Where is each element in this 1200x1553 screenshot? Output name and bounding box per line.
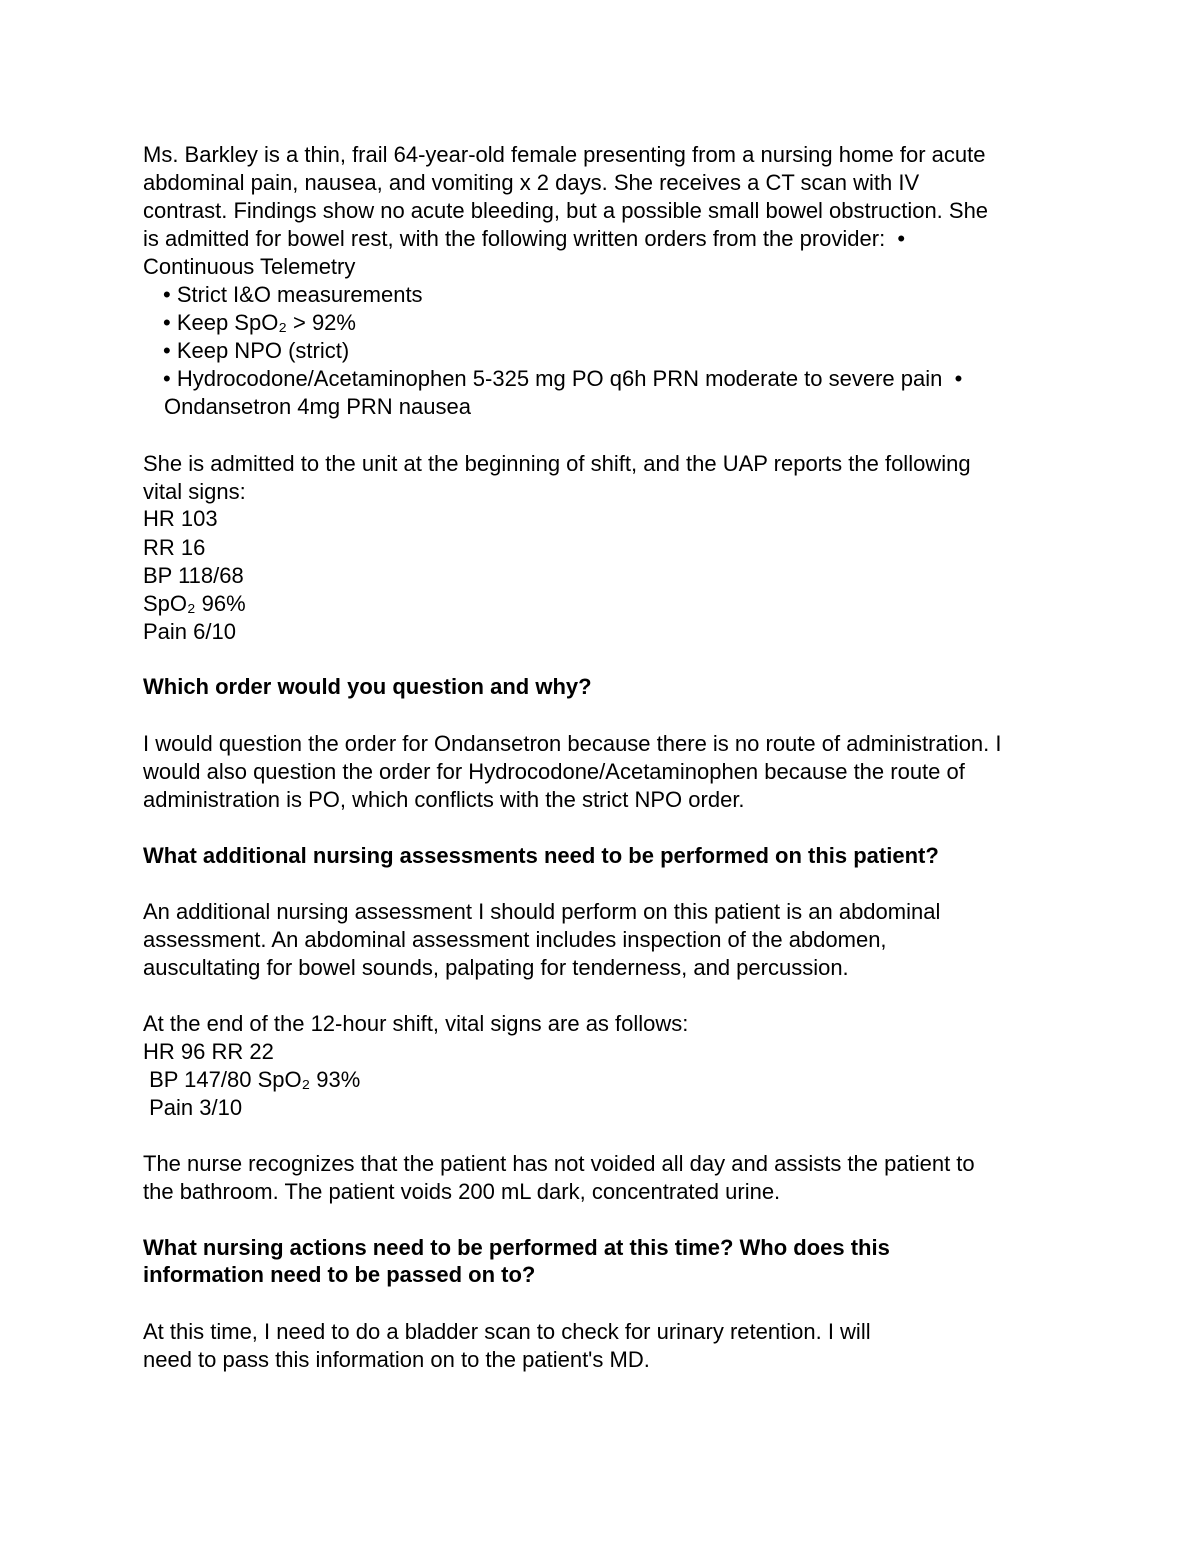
order-item: • Hydrocodone/Acetaminophen 5-325 mg PO q6h PRN moderate to severe pain • — [163, 366, 963, 391]
answer-line: At this time, I need to do a bladder scan to check for urinary retention. I will — [143, 1319, 871, 1344]
intro-line: Ms. Barkley is a thin, frail 64-year-old female presenting from a nursing home for acute — [143, 142, 986, 167]
vital-sign: Pain 6/10 — [143, 619, 236, 644]
voiding-line: the bathroom. The patient voids 200 mL dark, concentrated urine. — [143, 1179, 781, 1204]
end-shift-intro: At the end of the 12-hour shift, vital signs are as follows: — [143, 1011, 689, 1036]
answer-line: An additional nursing assessment I should perform on this patient is an abdominal — [143, 899, 941, 924]
answer-line: auscultating for bowel sounds, palpating for tenderness, and percussion. — [143, 955, 849, 980]
vital-sign: HR 96 RR 22 — [143, 1039, 274, 1064]
intro-line: is admitted for bowel rest, with the following written orders from the provider: • — [143, 226, 906, 251]
question-heading: What additional nursing assessments need to be performed on this patient? — [143, 843, 939, 868]
answer-line: would also question the order for Hydrocodone/Acetaminophen because the route of — [143, 759, 965, 784]
order-item: • Keep SpO₂ > 92% — [163, 310, 356, 335]
vital-sign: BP 147/80 SpO₂ 93% — [143, 1067, 361, 1092]
intro-line: Continuous Telemetry — [143, 254, 356, 279]
vital-sign: Pain 3/10 — [143, 1095, 243, 1120]
intro-line: contrast. Findings show no acute bleeding, but a possible small bowel obstruction. She — [143, 198, 989, 223]
order-item: • Strict I&O measurements — [163, 282, 423, 307]
vital-sign: RR 16 — [143, 535, 206, 560]
admission-line: She is admitted to the unit at the beginning of shift, and the UAP reports the following — [143, 451, 971, 476]
question-heading: information need to be passed on to? — [143, 1262, 536, 1287]
vital-sign: BP 118/68 — [143, 563, 244, 588]
voiding-line: The nurse recognizes that the patient has not voided all day and assists the patient to — [143, 1151, 975, 1176]
answer-line: administration is PO, which conflicts with the strict NPO order. — [143, 787, 745, 812]
admission-line: vital signs: — [143, 479, 246, 504]
question-heading: What nursing actions need to be performed at this time? Who does this — [143, 1235, 890, 1260]
answer-line: I would question the order for Ondansetron because there is no route of administration. I — [143, 731, 1002, 756]
intro-line: abdominal pain, nausea, and vomiting x 2 days. She receives a CT scan with IV — [143, 170, 920, 195]
question-heading: Which order would you question and why? — [143, 674, 592, 699]
answer-line: assessment. An abdominal assessment includes inspection of the abdomen, — [143, 927, 887, 952]
vital-sign: SpO₂ 96% — [143, 591, 246, 616]
order-item: Ondansetron 4mg PRN nausea — [164, 394, 471, 419]
answer-line: need to pass this information on to the patient's MD. — [143, 1347, 650, 1372]
vital-sign: HR 103 — [143, 506, 218, 531]
order-item: • Keep NPO (strict) — [163, 338, 350, 363]
